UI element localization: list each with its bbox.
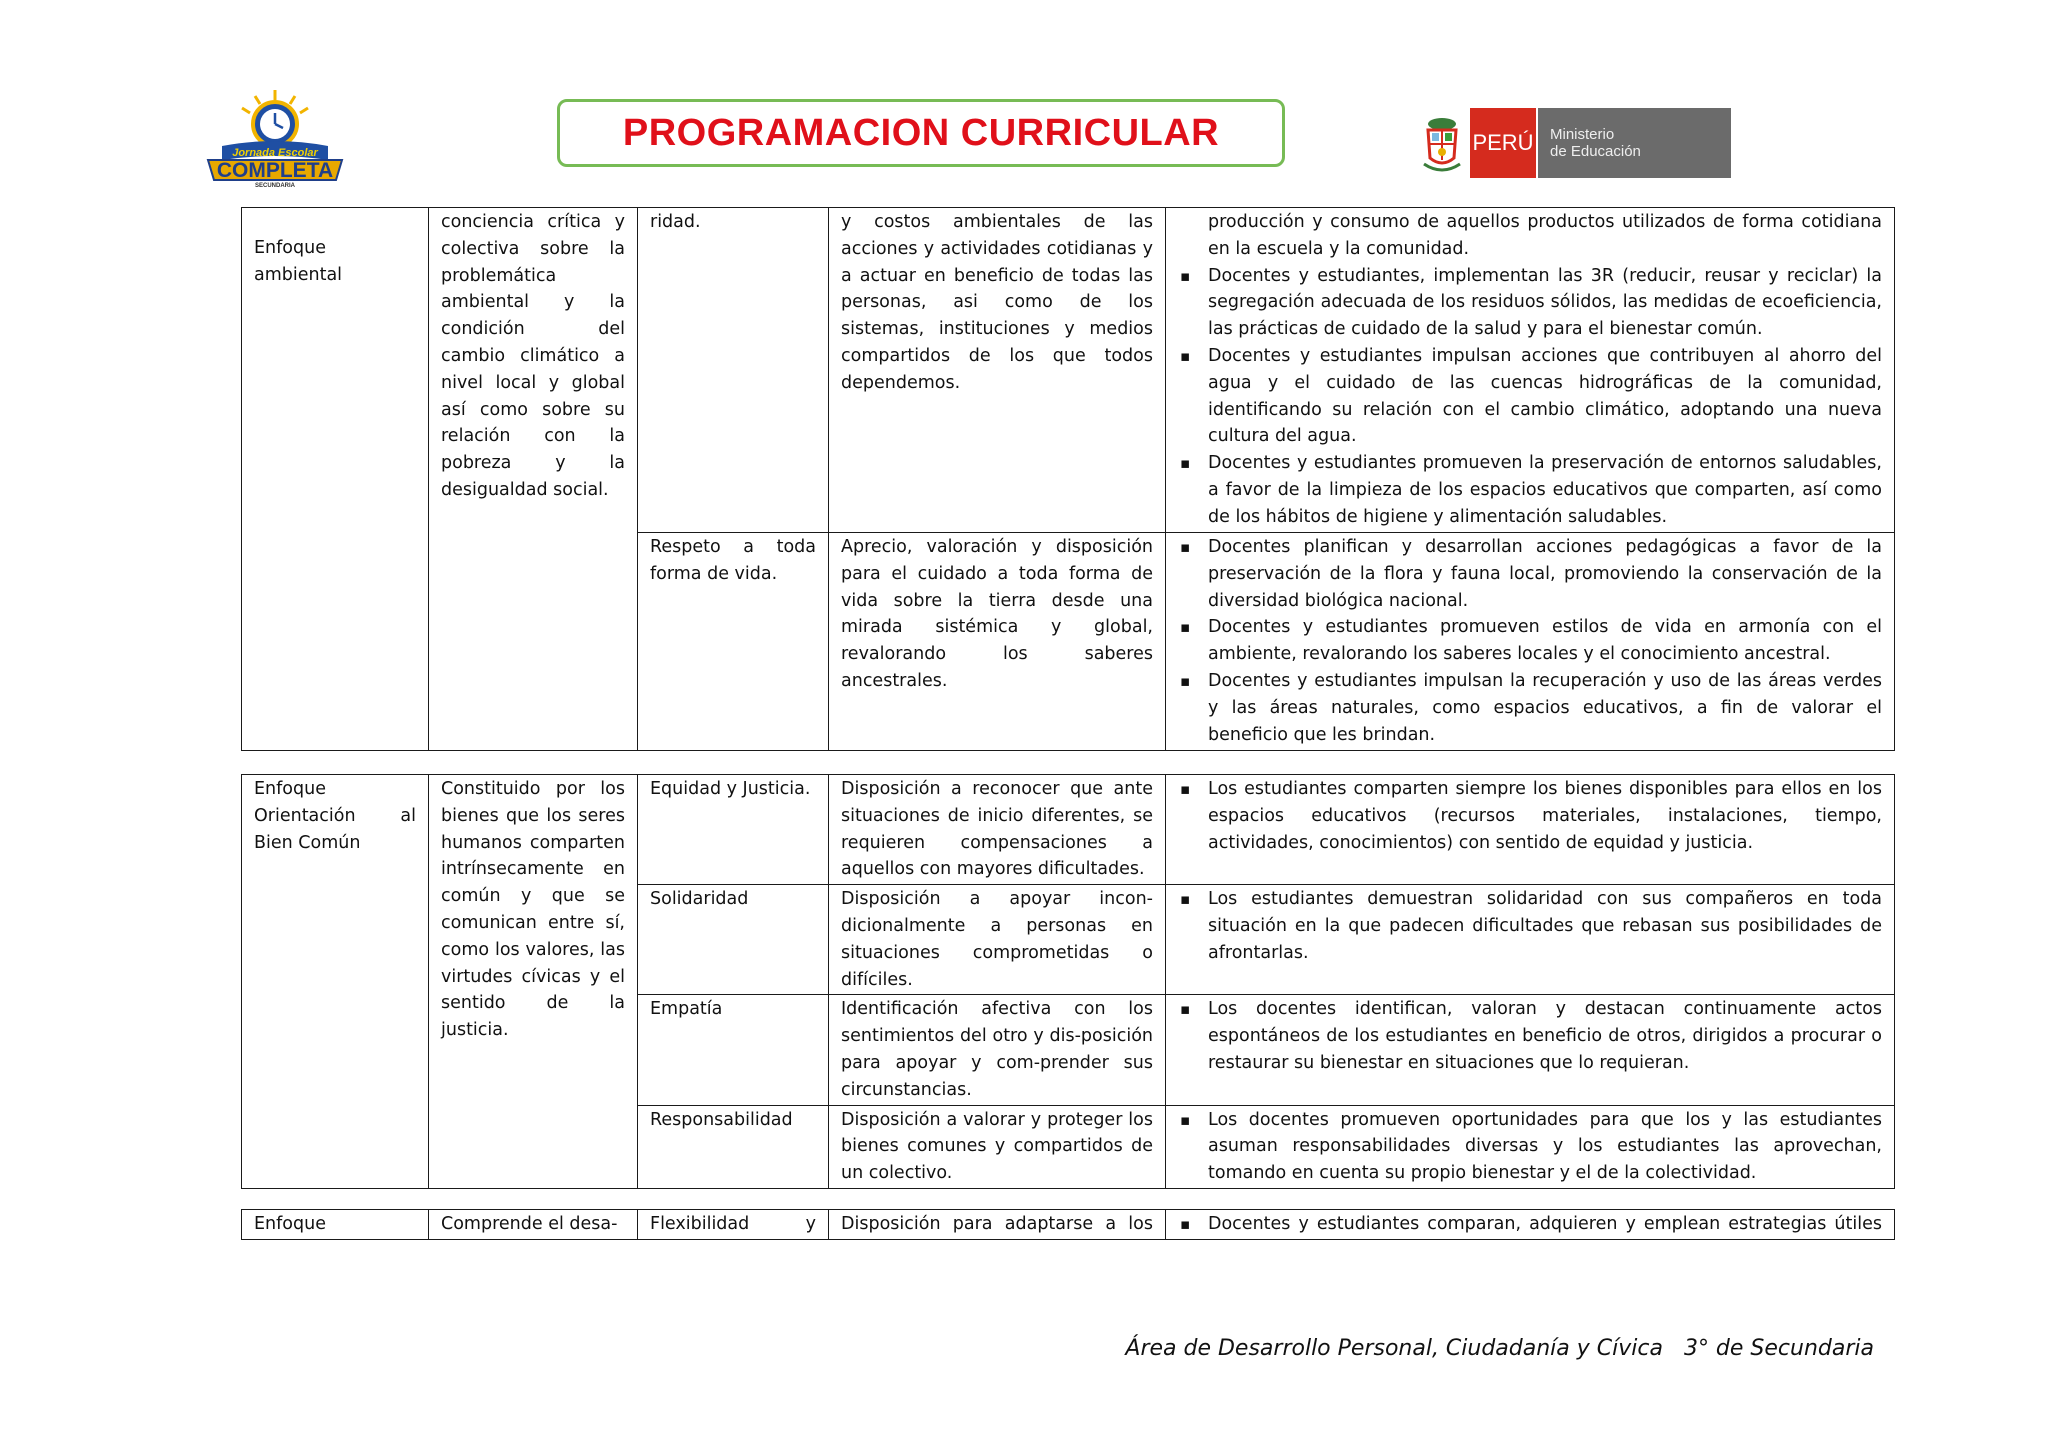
valor-cell: Solidaridad (638, 885, 829, 995)
ejemplos-cell (1166, 1210, 1895, 1240)
enfoque-next-table (241, 1209, 1895, 1240)
table-row (242, 1210, 1895, 1240)
ejemplos-list (1178, 1107, 1882, 1187)
list-item (1208, 343, 1882, 450)
list-item-text: Docentes y estudiantes comparan, adquieren y emplean estrategias útiles (1208, 1214, 1882, 1234)
minedu-logo (1418, 108, 1731, 178)
actitud-cell: Disposición a apoyar incon-dicionalmente a personas en situaciones comprometidas o difíciles. (829, 885, 1166, 995)
actitud-cell: Disposición a reconocer que ante situaciones de inicio diferentes, se requieren compensaciones a aquellos con mayores dificultades. (829, 775, 1166, 885)
list-item (1208, 776, 1882, 856)
list-item-text: Docentes planifican y desarrollan acciones pedagógicas a favor de la preservación de la flora y fauna local, promoviendo la conservación de la diversidad biológica nacional. (1208, 537, 1882, 611)
list-item-text: Docentes y estudiantes promueven estilos de vida en armonía con el ambiente, revalorando los saberes locales y el conocimiento ancestral. (1208, 617, 1882, 665)
list-item-text: Los docentes promueven oportunidades para que los y las estudiantes asuman responsabilidades diversas y los estudiantes las aprovechan, tomando en cuenta su propio bienestar y el de la colectividad. (1208, 1109, 1882, 1184)
list-item (1208, 1211, 1882, 1238)
actitud-cell: Disposición a valorar y proteger los bienes comunes y compartidos de un colectivo. (829, 1105, 1166, 1188)
list-item (1208, 534, 1882, 614)
valor-cell: Equidad y Justicia. (638, 775, 829, 885)
page-footer: Área de Desarrollo Personal, Ciudadanía y Cívica 3° de Secundaria (1125, 1336, 1874, 1361)
ejemplos-list (1178, 886, 1882, 966)
list-item-text: Los estudiantes comparten siempre los bienes disponibles para ellos en los espacios educativos (recursos materiales, instalaciones, tiempo, actividades, conocimientos) con sentido de equidad y justicia. (1208, 779, 1882, 853)
enfoque-cell: Enfoque (242, 1210, 429, 1240)
ejemplos-list (1178, 1211, 1882, 1238)
actitud-cell: y costos ambientales de las acciones y actividades cotidianas y a actuar en beneficio de todas las personas, asi como de los sistemas, instituciones y medios compartidos de los que todos dependemos. (829, 208, 1166, 533)
ministerio-line1: Ministerio (1550, 126, 1615, 143)
ejemplos-cell (1166, 208, 1895, 533)
ejemplos-list (1178, 209, 1882, 531)
list-item (1208, 886, 1882, 966)
enfoque-ambiental-table (241, 207, 1895, 751)
descripcion-cell: Constituido por los bienes que los seres humanos comparten intrínsecamente en común y que se comunican entre sí, como los valores, las virtudes cívicas y el sentido de la justicia. (429, 775, 638, 1189)
list-item-text: Los estudiantes demuestran solidaridad con sus compañeros en toda situación en la que padecen dificultades que rebasan sus posibilidades de afrontarlas. (1208, 889, 1882, 963)
ejemplos-cell (1166, 995, 1895, 1105)
list-item (1208, 209, 1882, 263)
list-item-text: Docentes y estudiantes impulsan la recuperación y uso de las áreas verdes y las áreas naturales, como espacios educativos, a fin de valorar el beneficio que les brindan. (1208, 670, 1882, 745)
ministerio-line2: de Educación (1550, 143, 1641, 160)
ejemplos-list (1178, 776, 1882, 856)
svg-text:SECUNDARIA: SECUNDARIA (254, 183, 296, 188)
ministerio-label (1536, 108, 1731, 178)
jornada-escolar-completa-logo (200, 88, 350, 188)
svg-text:Jornada Escolar: Jornada Escolar (232, 147, 318, 159)
list-item-text: Docentes y estudiantes promueven la preservación de entornos saludables, a favor de la limpieza de los espacios educativos que comparten, así como de los hábitos de higiene y alimentación saludables. (1208, 453, 1882, 527)
actitud-cell: Identificación afectiva con los sentimientos del otro y dis-posición para apoyar y com-prender sus circunstancias. (829, 995, 1166, 1105)
list-item (1208, 996, 1882, 1076)
ejemplos-list (1178, 996, 1882, 1076)
jec-logo-icon (200, 88, 350, 188)
list-item (1208, 668, 1882, 748)
valor-cell: Empatía (638, 995, 829, 1105)
list-item (1208, 450, 1882, 530)
list-item-text: Los docentes identifican, valoran y destacan continuamente actos espontáneos de los estudiantes en beneficio de otros, dirigidos a procurar o restaurar su bienestar en situaciones que lo requieran. (1208, 999, 1882, 1073)
enfoque-cell: Enfoque Orientación al Bien Común (242, 775, 429, 1189)
enfoque-cell (242, 208, 429, 751)
table-row (242, 775, 1895, 885)
svg-text:COMPLETA: COMPLETA (216, 159, 334, 182)
actitud-cell: Aprecio, valoración y disposición para el cuidado a toda forma de vida sobre la tierra desde una mirada sistémica y global, revalorando los saberes ancestrales. (829, 533, 1166, 751)
valor-cell: Responsabilidad (638, 1105, 829, 1188)
enfoque-bien-comun-table (241, 774, 1895, 1189)
peru-label: PERÚ (1470, 108, 1536, 178)
list-item-text: producción y consumo de aquellos productos utilizados de forma cotidiana en la escuela y la comunidad. (1208, 212, 1882, 259)
valor-cell: Flexibilidad y (638, 1210, 829, 1240)
valor-cell: ridad. (638, 208, 829, 533)
descripcion-cell: Comprende el desa- (429, 1210, 638, 1240)
list-item-text: Docentes y estudiantes, implementan las 3R (reducir, reusar y reciclar) la segregación adecuada de los residuos sólidos, las medidas de ecoeficiencia, las prácticas de cuidado de la salud y para el bienestar común. (1208, 265, 1882, 340)
page-title: PROGRAMACION CURRICULAR (622, 111, 1220, 154)
list-item (1208, 614, 1882, 668)
list-item (1208, 263, 1882, 343)
descripcion-cell: conciencia crítica y colectiva sobre la problemática ambiental y la condición del cambio climático a nivel local y global así como sobre su relación con la pobreza y la desigualdad social. (429, 208, 638, 751)
ejemplos-cell (1166, 1105, 1895, 1188)
ejemplos-cell (1166, 775, 1895, 885)
actitud-cell: Disposición para adaptarse a los (829, 1210, 1166, 1240)
table-row (242, 208, 1895, 533)
ejemplos-list (1178, 534, 1882, 748)
peru-coat-of-arms-icon (1418, 108, 1466, 178)
list-item-text: Docentes y estudiantes impulsan acciones que contribuyen al ahorro del agua y el cuidado de las cuencas hidrográficas de la comunidad, identificando su relación con el cambio climático, adoptando una nueva cultura del agua. (1208, 345, 1882, 447)
title-box (557, 99, 1285, 167)
valor-cell: Respeto a toda forma de vida. (638, 533, 829, 751)
list-item (1208, 1107, 1882, 1187)
enfoque-name: Enfoque ambiental (254, 238, 343, 285)
ejemplos-cell (1166, 885, 1895, 995)
ejemplos-cell (1166, 533, 1895, 751)
